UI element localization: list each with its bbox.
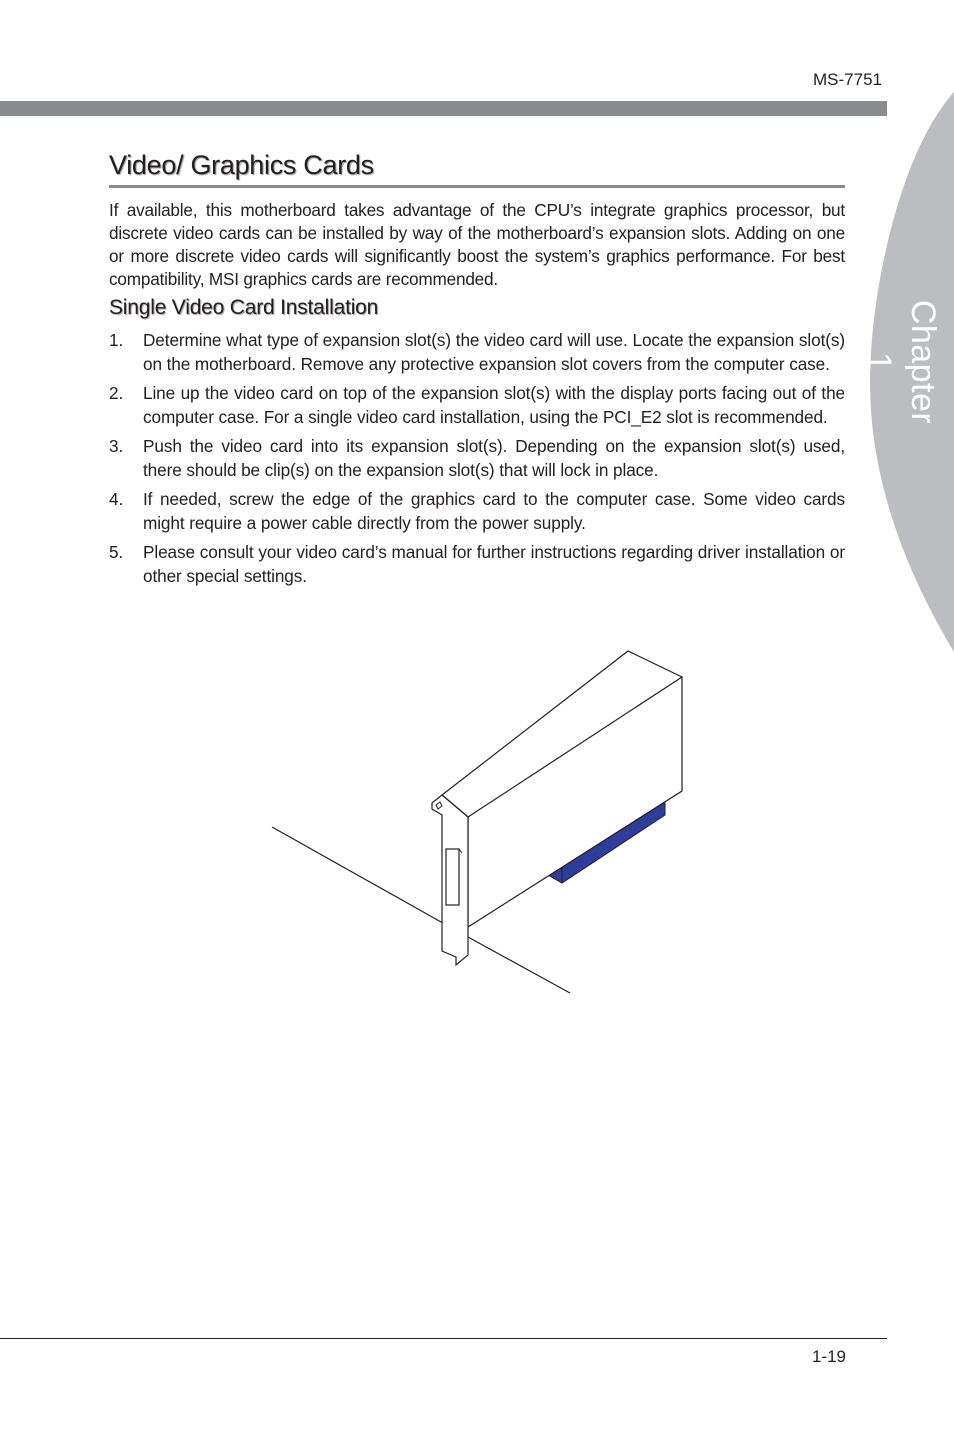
chapter-label: Chapter 1 bbox=[860, 299, 942, 425]
header-bar bbox=[0, 101, 887, 116]
list-item bbox=[109, 541, 845, 588]
installation-steps bbox=[109, 329, 845, 594]
step-text: If needed, screw the edge of the graphics card to the computer case. Some video cards might require a power cable directly from the power supply. bbox=[143, 489, 845, 533]
section-title: Video/ Graphics Cards bbox=[109, 150, 845, 188]
intro-paragraph: If available, this motherboard takes advantage of the CPU’s integrate graphics processor, but discrete video cards can be installed by way of the motherboard’s expansion slots. Adding on one or more discrete video cards will significantly boost the system’s graphics performance. For best compatibility, MSI graphics cards are recommended. bbox=[109, 200, 845, 289]
model-number: MS-7751 bbox=[813, 70, 882, 89]
list-item bbox=[109, 435, 845, 482]
list-item bbox=[109, 382, 845, 429]
step-number: 5. bbox=[109, 542, 124, 562]
step-text: Determine what type of expansion slot(s) the video card will use. Locate the expansion slot(s) on the motherboard. Remove any protective expansion slot covers from the computer case. bbox=[143, 330, 845, 374]
page-number: 1-19 bbox=[811, 1347, 846, 1366]
step-text: Push the video card into its expansion slot(s). Depending on the expansion slot(s) used, there should be clip(s) on the expansion slot(s) that will lock in place. bbox=[143, 436, 845, 480]
video-card-illustration bbox=[260, 645, 700, 1010]
subsection-title: Single Video Card Installation bbox=[109, 296, 379, 319]
step-text: Line up the video card on top of the expansion slot(s) with the display ports facing out of the computer case. For a single video card installation, using the PCI_E2 slot is recommended. bbox=[143, 383, 845, 427]
video-card-drawing bbox=[260, 645, 700, 1005]
list-item bbox=[109, 488, 845, 535]
step-number: 4. bbox=[109, 489, 124, 509]
step-number: 2. bbox=[109, 383, 124, 403]
step-number: 3. bbox=[109, 436, 124, 456]
footer-rule bbox=[0, 1338, 887, 1339]
step-text: Please consult your video card’s manual for further instructions regarding driver installation or other special settings. bbox=[143, 542, 845, 586]
step-number: 1. bbox=[109, 330, 124, 350]
list-item bbox=[109, 329, 845, 376]
